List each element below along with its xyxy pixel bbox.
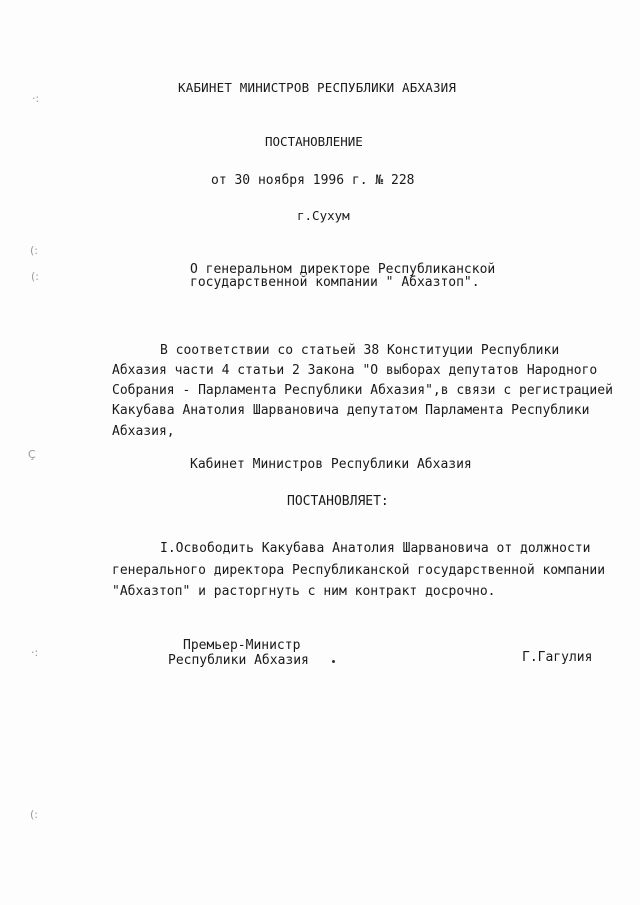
preamble-line: В соответствии со статьей 38 Конституции Республики: [160, 343, 560, 358]
city: г.Сухум: [297, 208, 350, 223]
binding-hole-mark: Ç: [28, 448, 36, 461]
subject-line: О генеральном директоре Республиканской: [190, 262, 496, 277]
binding-hole-mark: ·:: [31, 646, 39, 659]
document-type: ПОСТАНОВЛЕНИЕ: [265, 134, 363, 149]
resolution-item-line: генерального директора Республиканской государственной компании: [112, 563, 606, 578]
signatory-title: Республики Абхазия: [168, 653, 309, 668]
preamble-line: Абхазия части 4 статьи 2 Закона "О выборах депутатов Народного: [112, 363, 598, 378]
preamble-line: Собрания - Парламента Республики Абхазия",в связи с регистрацией: [112, 383, 613, 398]
signatory-title: Премьер-Министр: [183, 638, 301, 653]
issuer: Кабинет Министров Республики Абхазия: [190, 457, 472, 472]
preamble-line: Какубава Анатолия Шарвановича депутатом Парламента Республики: [112, 403, 590, 418]
header-title: КАБИНЕТ МИНИСТРОВ РЕСПУБЛИКИ АБХАЗИЯ: [178, 80, 457, 95]
preamble-line: Абхазия,: [112, 424, 175, 439]
date-number-line: от 30 ноября 1996 г. № 228: [211, 173, 415, 188]
binding-hole-mark: (:: [30, 808, 38, 821]
resolution-item-line: I.Освободить Какубава Анатолия Шарвановича от должности: [160, 541, 591, 556]
binding-hole-mark: ·:: [32, 92, 40, 105]
ink-dot: [332, 660, 335, 663]
binding-hole-mark: (:: [31, 270, 39, 283]
subject-line: государственной компании " Абхазтоп".: [190, 275, 480, 290]
resolves-heading: ПОСТАНОВЛЯЕТ:: [287, 494, 389, 509]
signatory-name: Г.Гагулия: [522, 650, 593, 665]
resolution-item-line: "Абхазтоп" и расторгнуть с ним контракт досрочно.: [112, 584, 496, 599]
binding-hole-mark: (:: [30, 244, 38, 257]
